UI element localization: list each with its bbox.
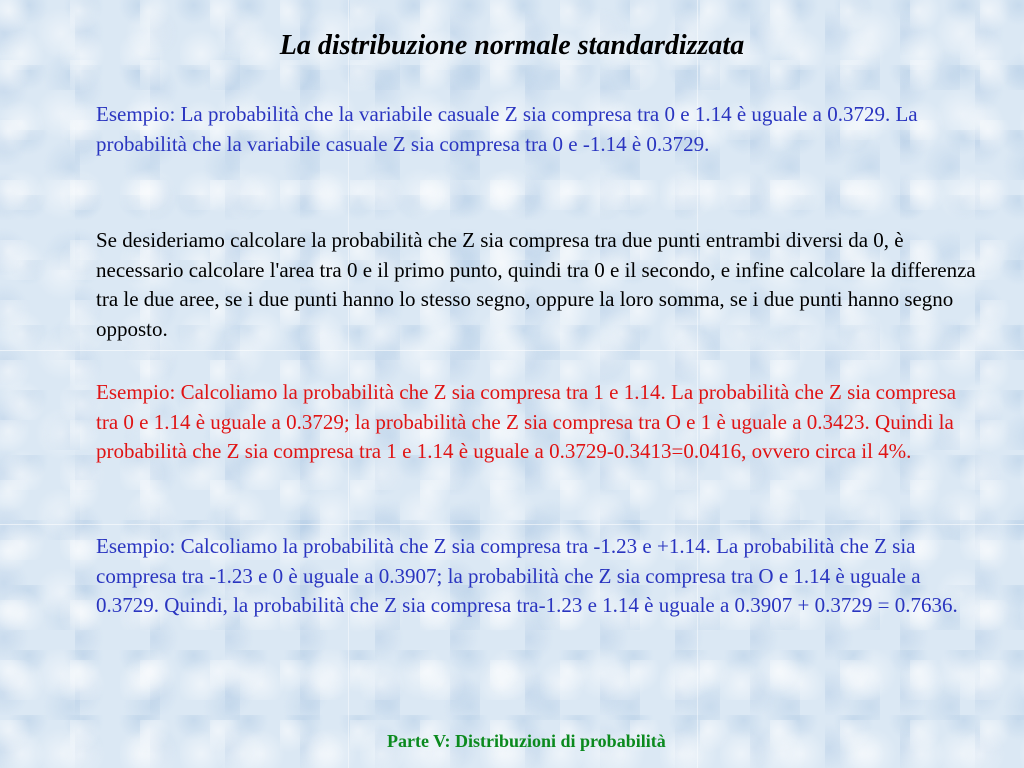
example-paragraph-1: Esempio: La probabilità che la variabile casuale Z sia compresa tra 0 e 1.14 è uguale a 0.3729. La probabilità che la variabile casuale Z sia compresa tra 0 e -1.14 è 0.3729.	[96, 102, 918, 156]
background-tile-seam	[0, 524, 1024, 525]
background-tile-seam	[0, 350, 1024, 351]
slide-footer: Parte V: Distribuzioni di probabilità	[387, 731, 666, 751]
slide-title: La distribuzione normale standardizzata	[279, 30, 745, 61]
example-paragraph-3: Esempio: Calcoliamo la probabilità che Z sia compresa tra -1.23 e +1.14. La probabilità che Z sia compresa tra -1.23 e 0 è uguale a 0.3907; la probabilità che Z sia compresa tra O e 1.14 è uguale a 0.3729. Quindi, la probabilità che Z sia compresa tra-1.23 e 1.14 è uguale a 0.3907 + 0.3729 = 0.7636.	[96, 534, 958, 617]
example-paragraph-2: Esempio: Calcoliamo la probabilità che Z sia compresa tra 1 e 1.14. La probabilità che Z sia compresa tra 0 e 1.14 è uguale a 0.3729; la probabilità che Z sia compresa tra O e 1 è uguale a 0.3423. Quindi la probabilità che Z sia compresa tra 1 e 1.14 è uguale a 0.3729-0.3413=0.0416, ovvero circa il 4%.	[96, 380, 957, 463]
explanation-paragraph: Se desideriamo calcolare la probabilità che Z sia compresa tra due punti entrambi diversi da 0, è necessario calcolare l'area tra 0 e il primo punto, quindi tra 0 e il secondo, e infine calcolare la differenza tra le due aree, se i due punti hanno lo stesso segno, oppure la loro somma, se i due punti hanno segno opposto.	[96, 228, 976, 341]
